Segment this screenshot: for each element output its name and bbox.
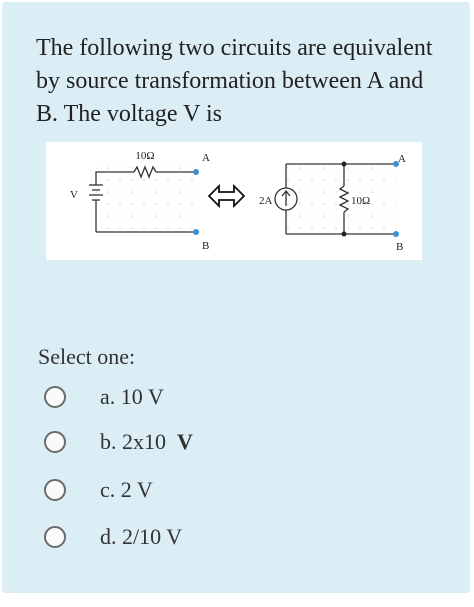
option-b-text: b. 2x10 V [100, 429, 193, 454]
question-card [2, 2, 470, 593]
question-text: The following two circuits are equivalent by source transformation between A and B. The voltage V is [36, 35, 433, 127]
option-c[interactable] [44, 473, 153, 507]
left-node-a-label: A [202, 152, 210, 164]
radio-b[interactable] [44, 431, 66, 453]
left-node-b-label: B [202, 240, 210, 252]
right-grid [286, 160, 396, 238]
circuit-figure [46, 142, 422, 260]
left-node-a [193, 169, 199, 175]
right-node-b [393, 231, 399, 237]
option-d-text: d. 2/10 V [100, 524, 183, 549]
right-junction-top [342, 162, 347, 167]
option-d[interactable] [44, 520, 182, 554]
option-c-text: c. 2 V [100, 477, 153, 502]
left-node-b [193, 229, 199, 235]
right-junction-bottom [342, 232, 347, 237]
equivalence-arrow-icon [209, 186, 244, 206]
option-a-text: a. 10 V [100, 384, 164, 409]
current-source-label: 2A [259, 195, 273, 207]
radio-d[interactable] [44, 526, 66, 548]
radio-c[interactable] [44, 479, 66, 501]
radio-a[interactable] [44, 386, 66, 408]
right-node-b-label: B [396, 241, 404, 253]
voltage-source-label: V [70, 189, 78, 201]
left-resistor-label: 10Ω [135, 150, 155, 162]
option-b[interactable] [44, 425, 193, 459]
circuit-diagram [46, 142, 422, 260]
right-node-a-label: A [398, 153, 406, 165]
option-a[interactable] [44, 380, 164, 414]
select-one-label: Select one: [38, 344, 136, 369]
right-resistor-label: 10Ω [351, 195, 371, 207]
